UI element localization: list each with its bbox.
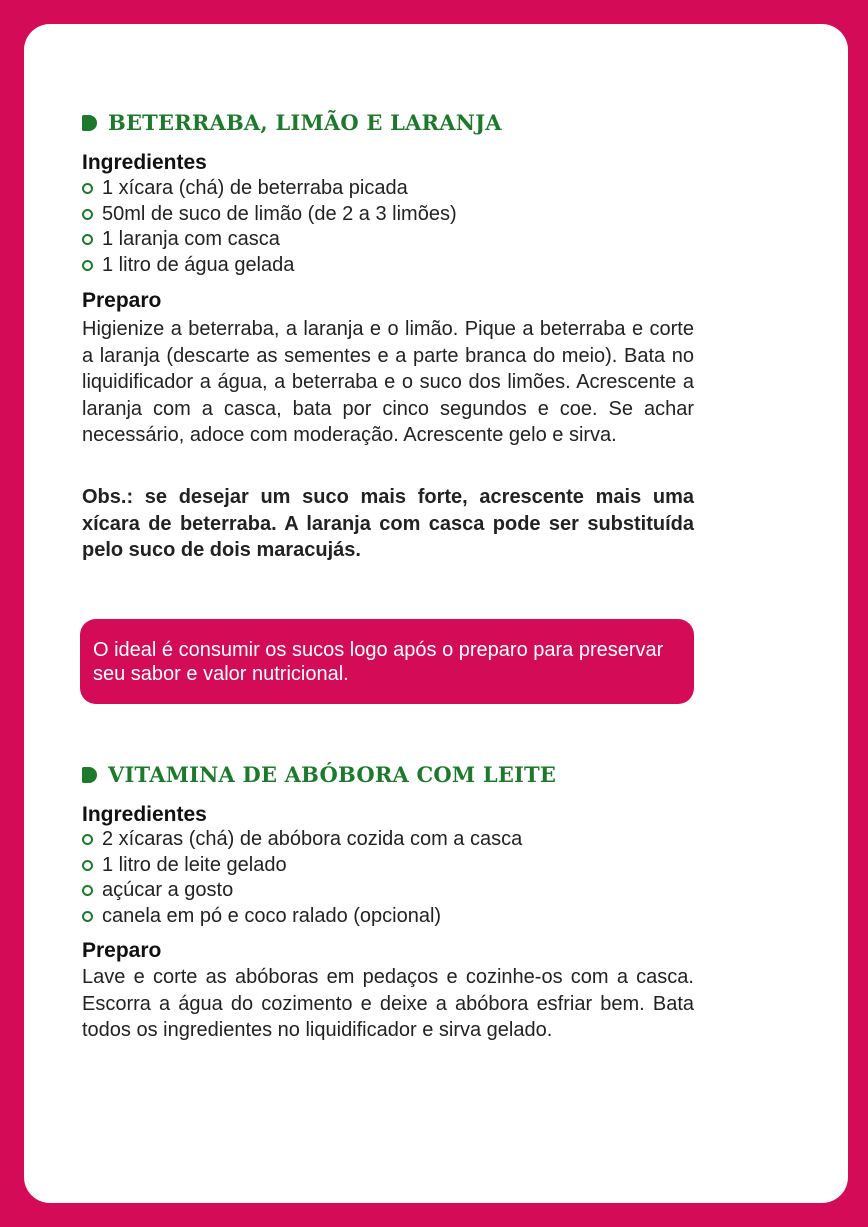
recipe2-ingredients-heading: Ingredientes — [82, 803, 207, 826]
ring-bullet-icon — [82, 860, 93, 871]
list-item: 1 laranja com casca — [82, 227, 457, 253]
recipe1-ingredients-heading: Ingredientes — [82, 151, 207, 174]
title-bullet-icon — [82, 115, 97, 131]
recipe2-preparo-text: Lave e corte as abóboras em pedaços e cozinhe-os com a casca. Escorra a água do cozimento e deixe a abóbora esfriar bem. Bata todos os ingredientes no liquidificador e sirva gelado. — [82, 966, 694, 1041]
title-bullet-icon — [82, 767, 97, 783]
list-item: 50ml de suco de limão (de 2 a 3 limões) — [82, 202, 457, 228]
ring-bullet-icon — [82, 234, 93, 245]
list-item: 1 xícara (chá) de beterraba picada — [82, 176, 457, 202]
recipe1-title-text: BETERRABA, LIMÃO E LARANJA — [108, 110, 502, 135]
recipe1-preparo-heading: Preparo — [82, 289, 162, 312]
ring-bullet-icon — [82, 209, 93, 220]
list-item: 2 xícaras (chá) de abóbora cozida com a casca — [82, 827, 522, 853]
recipe1-preparo-text: Higienize a beterraba, a laranja e o limão. Pique a beterraba e corte a laranja (descarte as sementes e a parte branca do meio). Bata no liquidificador a água, a beterraba e o suco dos limões. Acrescente a laranja com a casca, bata por cinco segundos e coe. Se achar necessário, adoce com moderação. Acrescente gelo e sirva. — [82, 318, 694, 446]
ring-bullet-icon — [82, 911, 93, 922]
list-item: açúcar a gosto — [82, 878, 522, 904]
recipe1-obs — [82, 484, 694, 564]
recipe1-title — [82, 110, 502, 135]
recipe2-preparo-heading: Preparo — [82, 939, 162, 962]
ring-bullet-icon — [82, 885, 93, 896]
tip-callout-text: O ideal é consumir os sucos logo após o preparo para preservar seu sabor e valor nutricional. — [93, 639, 664, 685]
list-item: 1 litro de água gelada — [82, 253, 457, 279]
recipe1-ingredients-list — [82, 176, 457, 278]
obs-label: Obs.: — [82, 486, 134, 508]
obs-text: se desejar um suco mais forte, acrescente mais uma xícara de beterraba. A laranja com casca pode ser substituída pelo suco de dois maracujás. — [82, 486, 694, 561]
recipe2-title — [82, 762, 556, 787]
ring-bullet-icon — [82, 834, 93, 845]
list-item: canela em pó e coco ralado (opcional) — [82, 904, 522, 930]
ring-bullet-icon — [82, 260, 93, 271]
list-item: 1 litro de leite gelado — [82, 853, 522, 879]
recipe2-title-text: VITAMINA DE ABÓBORA COM LEITE — [108, 762, 557, 787]
ring-bullet-icon — [82, 183, 93, 194]
recipe2-ingredients-list — [82, 827, 522, 929]
tip-callout — [80, 619, 694, 704]
